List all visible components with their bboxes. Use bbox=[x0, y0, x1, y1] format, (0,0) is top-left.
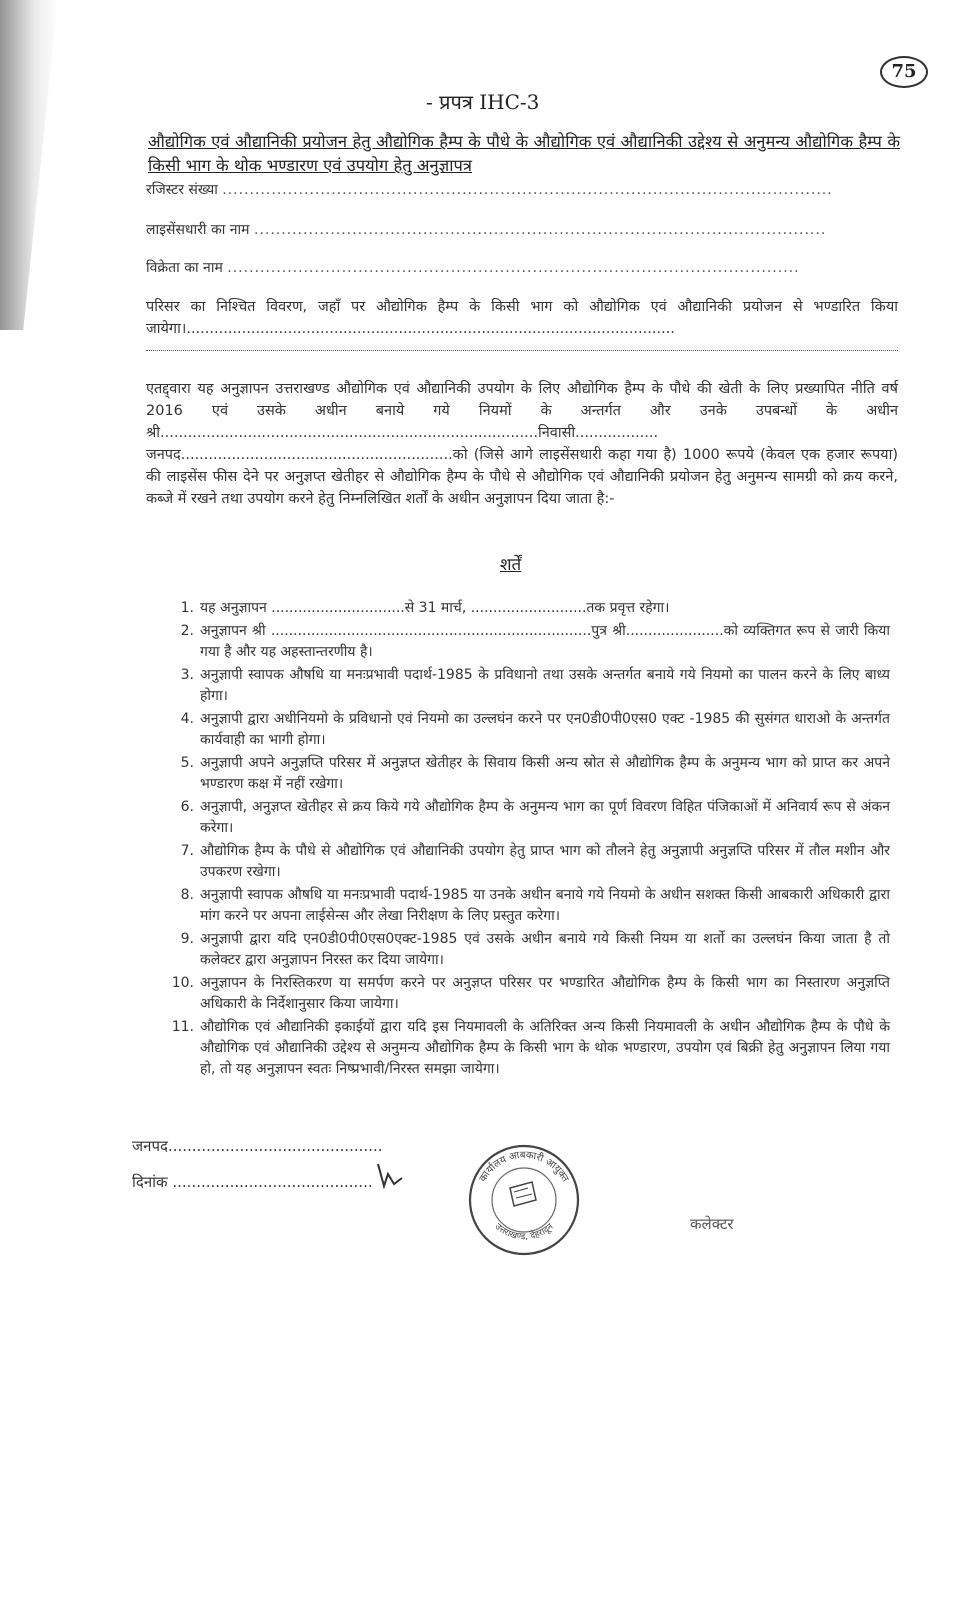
collector-signature-label: कलेक्टर bbox=[690, 1215, 734, 1233]
condition-item bbox=[160, 973, 890, 1015]
condition-number: 10. bbox=[171, 975, 194, 991]
condition-item bbox=[160, 929, 890, 971]
condition-number: 7. bbox=[180, 843, 194, 859]
scan-edge-shadow bbox=[0, 0, 58, 330]
condition-item bbox=[160, 797, 890, 839]
seal-bottom-text: उत्तराखण्ड, देहरादून bbox=[492, 1222, 556, 1243]
condition-number: 5. bbox=[180, 755, 194, 771]
condition-text: अनुज्ञापी द्वारा अधीनियमो के प्रविधानो एवं नियमो का उल्लघंन करने पर एन0डी0पी0एस0 एक्ट -1985 की सुसंगत धाराओ के अन्तर्गत कार्यवाही का भागी होगा। bbox=[200, 711, 890, 748]
condition-text: अनुज्ञापी द्वारा यदि एन0डी0पी0एस0एक्ट-1985 एवं उसके अधीन बनाये गये किसी नियम या शर्तो का उल्लघंन किया जाता है तो कलेक्टर द्वारा अनुज्ञापन निरस्त कर दिया जायेगा। bbox=[200, 931, 890, 968]
seller-name-field bbox=[146, 258, 800, 277]
form-title: - प्रपत्र IHC-3 bbox=[426, 90, 540, 114]
register-number-field bbox=[146, 180, 833, 199]
condition-text: औद्योगिक एवं औद्यानिकी इकाईयों द्वारा यदि इस नियमावली के अतिरिक्त अन्य किसी नियमावली के अधीन औद्योगिक हैम्प के पौधे के औद्योगिक एवं औद्यानिकी उद्देश्य से अनुमन्य औद्योगिक हैम्प के किसी भाग के थोक भण्डारण, उपयोग एवं बिक्री हेतु अनुज्ञापन लिया गया हो, तो यह अनुज्ञापन स्वतः निष्प्रभावी/निरस्त समझा जायेगा। bbox=[200, 1019, 890, 1077]
document-heading: औद्योगिक एवं औद्यानिकी प्रयोजन हेतु औद्योगिक हैम्प के पौधे के औद्योगिक एवं औद्यानिकी उद्देश्य से अनुमन्य औद्योगिक हैम्प के किसी भाग के थोक भण्डारण एवं उपयोग हेतु अनुज्ञापत्र bbox=[148, 132, 900, 175]
condition-item bbox=[160, 709, 890, 751]
seal-top-text: कार्यालय आबकारी आयुक्त bbox=[477, 1149, 571, 1184]
condition-item bbox=[160, 1017, 890, 1080]
licensee-name-blank: ......................................................................................................... bbox=[254, 222, 827, 238]
condition-text: औद्योगिक हैम्प के पौधे से औद्योगिक एवं औद्यानिकी उपयोग हेतु प्राप्त भाग को तौलने हेतु अनुज्ञापी अनुज्ञप्ति परिसर में तौल मशीन और उपकरण रखेगा। bbox=[200, 843, 890, 880]
condition-number: 6. bbox=[180, 799, 194, 815]
condition-item bbox=[160, 841, 890, 883]
licensee-name-label: लाइसेंसधारी का नाम bbox=[146, 222, 250, 238]
conditions-list bbox=[160, 598, 890, 1082]
condition-text: अनुज्ञापन श्री ........................................................................पुत्र श्री......................को व्यक्तिगत रूप से जारी किया गया है और यह अहस्तान्तरणीय है। bbox=[200, 623, 890, 660]
seller-name-label: विक्रेता का नाम bbox=[146, 260, 223, 276]
condition-item bbox=[160, 665, 890, 707]
premises-blank-line bbox=[146, 350, 898, 351]
condition-number: 2. bbox=[180, 623, 194, 639]
condition-number: 4. bbox=[180, 711, 194, 727]
condition-text: अनुज्ञापन के निरस्तिकरण या समर्पण करने पर अनुज्ञप्त परिसर पर भण्डारित औद्योगिक हैम्प के किसी भाग का निस्तारण अनुज्ञप्ति अधिकारी के निर्देशानुसार किया जायेगा। bbox=[200, 975, 890, 1012]
condition-text: यह अनुज्ञापन ..............................से 31 मार्च, ..........................तक प्रवृत्त रहेगा। bbox=[200, 600, 670, 616]
condition-text: अनुज्ञापी स्वापक औषधि या मनःप्रभावी पदार्थ-1985 या उनके अधीन बनाये गये नियमो के अधीन सशक्त किसी आबकारी अधिकारी द्वारा मांग करने पर अपना लाईसेन्स और लेखा निरीक्षण के लिए प्रस्तुत करेगा। bbox=[200, 887, 890, 924]
condition-item bbox=[160, 753, 890, 795]
register-number-label: रजिस्टर संख्या bbox=[146, 182, 218, 198]
condition-number: 11. bbox=[171, 1019, 194, 1035]
conditions-heading: शर्तें bbox=[500, 555, 522, 575]
condition-number: 3. bbox=[180, 667, 194, 683]
premises-description: परिसर का निश्चित विवरण, जहाँ पर औद्योगिक हैम्प के किसी भाग को औद्योगिक एवं औद्यानिकी प्रयोजन से भण्डारित किया जायेगा।.......................................................................................................... bbox=[146, 299, 898, 337]
official-seal bbox=[462, 1140, 586, 1258]
condition-number: 1. bbox=[180, 600, 194, 616]
register-number-blank: ................................................................................................................ bbox=[222, 182, 833, 198]
license-intro-paragraph: एतद्द्वारा यह अनुज्ञापन उत्तराखण्ड औद्योगिक एवं औद्यानिकी उपयोग के लिए औद्योगिक हैम्प के पौधे की खेती के लिए प्रख्यापित नीति वर्ष 2016 एवं उसके अधीन बनाये गये नियमों के अन्तर्गत और उनके उपबन्धों के अधीन श्री..................................................................................निवासी.................. जनपद...........................................................को (जिसे आगे लाइसेंसधारी कहा गया है) 1000 रूपये (केवल एक हजार रूपया) की लाइसेंस फीस देने पर अनुज्ञप्त खेतीहर से औद्योगिक हैम्प के पौधे से औद्योगिक एवं औद्यानिकी प्रयोजन हेतु अनुमन्य सामग्री को क्रय करने, कब्जे में रखने तथा उपयोग करने हेतु निम्नलिखित शर्तों के अधीन अनुज्ञापन दिया जाता है:- bbox=[146, 381, 898, 507]
svg-text:कार्यालय आबकारी आयुक्त bbox=[478, 1150, 571, 1184]
date-field: दिनांक .......................................... bbox=[132, 1173, 373, 1191]
condition-number: 9. bbox=[180, 931, 194, 947]
condition-text: अनुज्ञापी, अनुज्ञप्त खेतीहर से क्रय किये गये औद्योगिक हैम्प के अनुमन्य भाग का पूर्ण विवरण विहित पंजिकाओं में अनिवार्य रूप से अंकन करेगा। bbox=[200, 799, 890, 836]
condition-item bbox=[160, 621, 890, 663]
condition-text: अनुज्ञापी स्वापक औषधि या मनःप्रभावी पदार्थ-1985 के प्रविधानो तथा उसके अन्तर्गत बनाये गये नियमो का पालन करने के लिए बाध्य होगा। bbox=[200, 667, 890, 704]
page-number: 75 bbox=[880, 56, 928, 88]
signature-mark bbox=[370, 1160, 406, 1194]
condition-number: 8. bbox=[180, 887, 194, 903]
seller-name-blank: ......................................................................................................... bbox=[227, 260, 800, 276]
condition-item bbox=[160, 885, 890, 927]
condition-text: अनुज्ञापी अपने अनुज्ञप्ति परिसर में अनुज्ञप्त खेतीहर के सिवाय किसी अन्य स्रोत से औद्योगिक हैम्प के अनुमन्य भाग को प्राप्त कर अपने भण्डारण कक्ष में नहीं रखेगा। bbox=[200, 755, 890, 792]
district-field: जनपद............................................. bbox=[132, 1137, 383, 1155]
condition-item bbox=[160, 598, 890, 619]
licensee-name-field bbox=[146, 220, 826, 239]
